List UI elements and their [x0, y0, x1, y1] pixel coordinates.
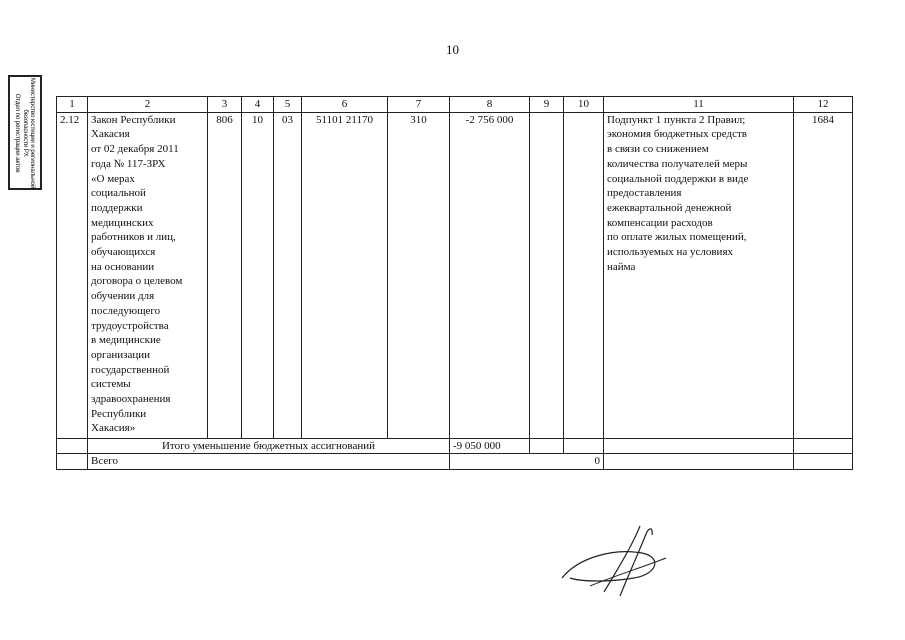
subtotal-value: -9 050 000: [450, 438, 530, 454]
header-cell: 4: [242, 97, 274, 113]
stamp-line: Министерство юстиции и региональной: [28, 77, 36, 188]
header-row: [57, 97, 853, 113]
empty-cell: [794, 454, 853, 470]
header-cell: 7: [388, 97, 450, 113]
row-number: 2.12: [57, 112, 88, 438]
subtotal-label: Итого уменьшение бюджетных ассигнований: [88, 438, 450, 454]
header-cell: 1: [57, 97, 88, 113]
empty-cell: [604, 438, 794, 454]
amount-cell: -2 756 000: [450, 112, 530, 438]
header-cell: 9: [530, 97, 564, 113]
code-cell: 806: [208, 112, 242, 438]
code-cell: 51101 21170: [302, 112, 388, 438]
code-cell: 310: [388, 112, 450, 438]
total-row: [57, 454, 853, 470]
signature-image: [560, 520, 670, 600]
header-cell: 3: [208, 97, 242, 113]
header-cell: 2: [88, 97, 208, 113]
header-cell: 12: [794, 97, 853, 113]
stamp-line: Отдел по регистрации актов: [14, 93, 22, 172]
header-cell: 11: [604, 97, 794, 113]
registration-stamp: [8, 75, 42, 190]
empty-cell: [530, 438, 564, 454]
subtotal-row: [57, 438, 853, 454]
stamp-line: безопасности РХ: [21, 108, 29, 157]
table-row: [57, 112, 853, 438]
header-cell: 5: [274, 97, 302, 113]
code-cell: 10: [242, 112, 274, 438]
total-label: Всего: [88, 454, 450, 470]
law-description: Закон Республики Хакасия от 02 декабря 2011 года № 117-ЗРХ «О мерах социальной поддержки медицинских работников и лиц, обучающихся на основании договора о целевом обучении для последующего трудоустройства в медицинские организации государственной системы здравоохранения Республики Хакасия»: [88, 112, 208, 438]
reason-cell: Подпункт 1 пункта 2 Правил; экономия бюджетных средств в связи со снижением количества получателей меры социальной поддержки в виде предоставления ежеквартальной денежной компенсации расходов по оплате жилых помещений, используемых на условиях найма: [604, 112, 794, 438]
page-number: 10: [446, 42, 459, 57]
empty-cell: [57, 454, 88, 470]
code-cell: 03: [274, 112, 302, 438]
budget-table: [56, 96, 853, 470]
empty-cell: [564, 438, 604, 454]
empty-cell: [794, 438, 853, 454]
empty-cell: [564, 112, 604, 438]
header-cell: 10: [564, 97, 604, 113]
empty-cell: [57, 438, 88, 454]
header-cell: 6: [302, 97, 388, 113]
total-value: 0: [450, 454, 604, 470]
empty-cell: [530, 112, 564, 438]
empty-cell: [604, 454, 794, 470]
header-cell: 8: [450, 97, 530, 113]
code-cell: 1684: [794, 112, 853, 438]
